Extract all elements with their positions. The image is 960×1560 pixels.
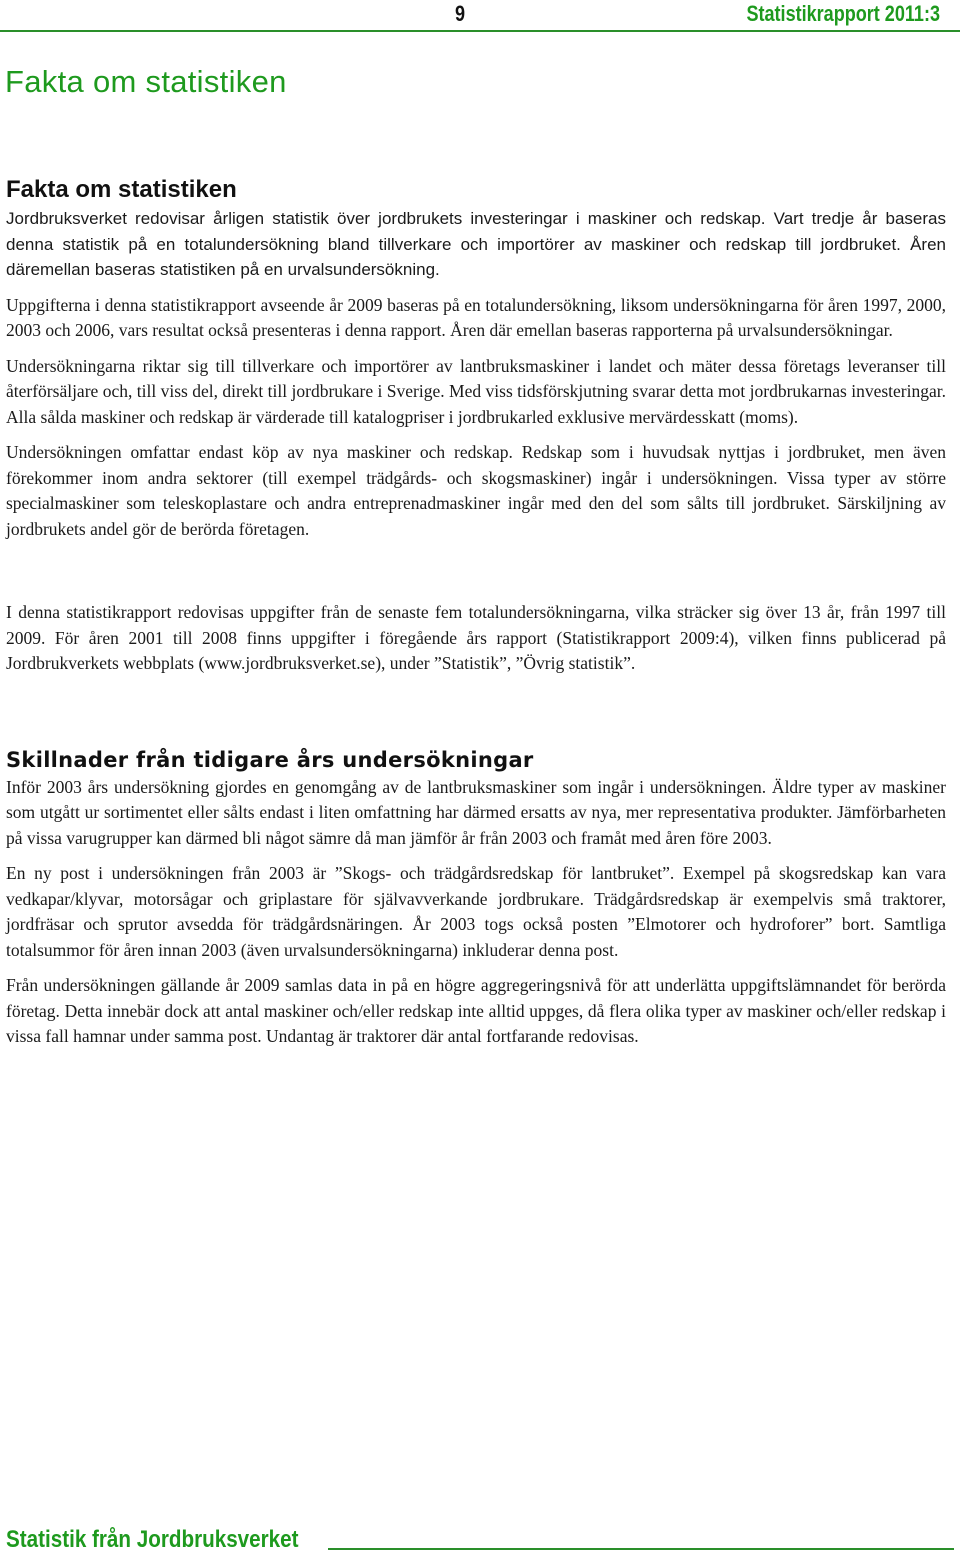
footer-rule xyxy=(328,1548,954,1550)
paragraph: I denna statistikrapport redovisas uppgifter från de senaste fem totalundersökningarna, vilka sträcker sig över 13 år, från 1997 till 2009. För åren 2001 till 2008 finns uppgifter i föregående års rapport (Statistikrapport 2009:4), vilken finns publicerad på Jordbrukverkets webbplats (www.jordbruksverket.se), under ”Statistik”, ”Övrig statistik”. xyxy=(6,602,946,673)
report-name: Statistikrapport 2011:3 xyxy=(746,1,940,26)
paragraph: Från undersökningen gällande år 2009 samlas data in på en högre aggregeringsnivå för att underlätta uppgiftslämnandet för berörda företag. Detta innebär dock att antal maskiner och/eller redskap inte alltid uppges, då flera olika typer av maskiner och/eller redskap i vissa fall hamnar under samma post. Undantag är traktorer där antal fortfarande redovisas. xyxy=(6,975,946,1046)
page-title: Fakta om statistiken xyxy=(5,64,287,99)
paragraph: Uppgifterna i denna statistikrapport avseende år 2009 baseras på en totalundersökning, liksom undersökningarna för åren 1997, 2000, 2003 och 2006, vars resultat också presenteras i denna rapport. Åren där emellan baseras rapporterna på urvalsundersökningar. xyxy=(6,294,946,340)
section-heading-skillnader: Skillnader från tidigare års undersökningar xyxy=(6,747,534,772)
paragraph: Jordbruksverket redovisar årligen statistik över jordbrukets investeringar i maskiner och redskap. Vart tredje år baseras denna statistik på en totalundersökning bland tillverkare och importörer av maskiner och redskap till jordbruket. Åren däremellan baseras statistiken på en urvalsundersökning. xyxy=(6,209,946,279)
paragraph: Inför 2003 års undersökning gjordes en genomgång av de lantbruksmaskiner som ingår i undersökningen. Äldre typer av maskiner som utgått ur sortimentet eller sålts endast i liten omfattning har därmed ersatts av nya, mer representativa produkter. Jämförbarheten på vissa varugrupper kan därmed bli något sämre då man jämför år från 2003 och framåt med åren före 2003. xyxy=(6,776,946,848)
footer-text: Statistik från Jordbruksverket xyxy=(6,1526,299,1553)
page-number: 9 xyxy=(455,1,465,26)
paragraph: Undersökningen omfattar endast köp av nya maskiner och redskap. Redskap som i huvudsak nyttjas i jordbruket, men även förekommer inom andra sektorer (till exempel trädgårds- och skogsmaskiner) ingår i undersökningen. Vissa typer av större specialmaskiner som teleskoplastare och andra entreprenadmaskiner ingår med den del som sålts till jordbruket. Särskiljning av jordbrukets andel gör de berörda företagen. xyxy=(6,442,946,539)
section-heading-fakta: Fakta om statistiken xyxy=(6,176,237,203)
paragraph: En ny post i undersökningen från 2003 är ”Skogs- och trädgårdsredskap för lantbruket”. Exempel på skogsredskap kan vara vedkapar/klyvar, motorsågar och griplastare för självavverkande jordbrukare. Trädgårdsredskap är exempelvis små traktorer, jordfräsar och sprutor avsedda för trädgårdsnäringen. År 2003 togs också posten ”Elmotorer och hydroforer” bort. Samtliga totalsummor för åren innan 2003 (även urvalsundersökningarna) inkluderar denna post. xyxy=(6,863,946,960)
paragraph: Undersökningarna riktar sig till tillverkare och importörer av lantbruksmaskiner i landet och mäter dessa företags leveranser till återförsäljare och, till viss del, direkt till jordbrukare i Sverige. Med viss tidsförskjutning svarar detta mot jordbrukarnas investeringar. Alla sålda maskiner och redskap är värderade till katalogpriser i jordbrukarled exklusive mervärdesskatt (moms). xyxy=(6,355,946,427)
main-content xyxy=(6,174,946,1050)
header-rule xyxy=(0,30,960,32)
